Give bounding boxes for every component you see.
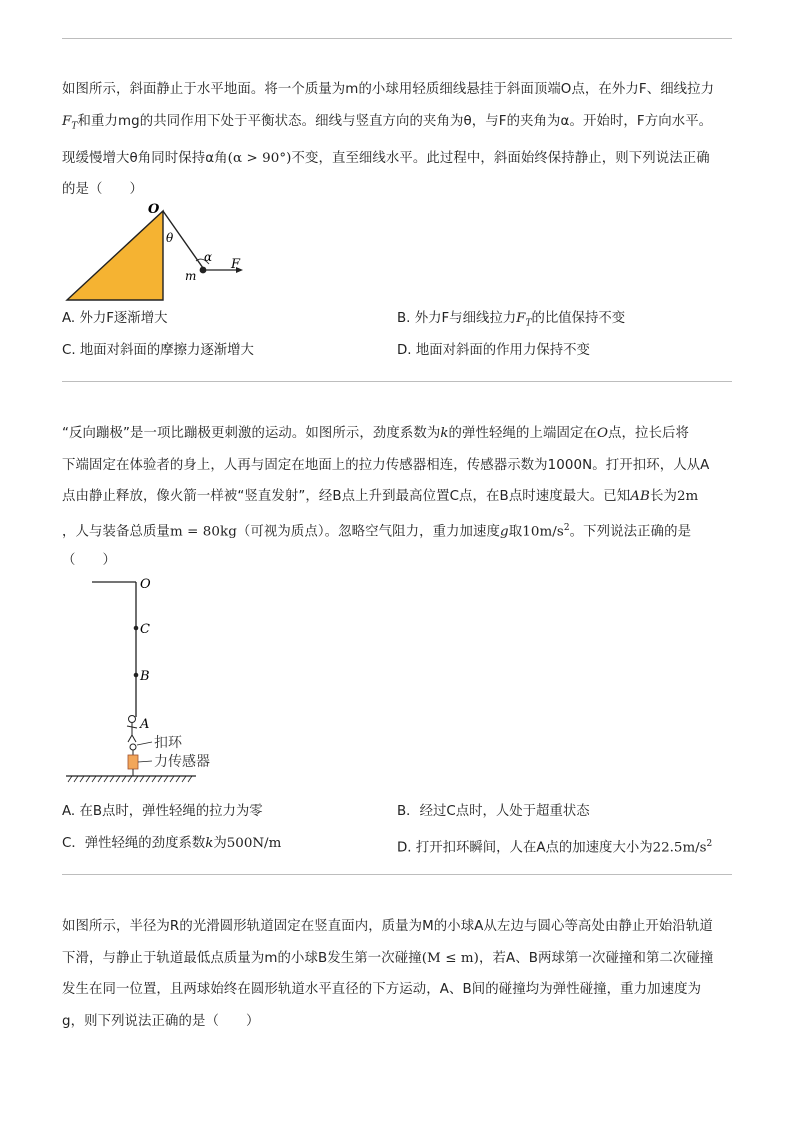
q3-line-3: 发生在同一位置，且两球始终在圆形轨道水平直径的下方运动，A、B间的碰撞均为弹性碰撞，重力加速度为 — [62, 982, 702, 997]
ring-icon — [130, 744, 136, 750]
q2-line-3: 点由静止释放，像火箭一样被“竖直发射”，经B点上升到最高位置C点，在B点时速度最大。已知AB长为2m — [62, 489, 699, 504]
question-1-stem — [62, 74, 732, 206]
q1-option-d[interactable]: D. 地面对斜面的作用力保持不变 — [397, 343, 590, 358]
label-m: m — [185, 269, 197, 283]
q1-option-a[interactable]: A. 外力F逐渐增大 — [62, 311, 168, 326]
q2-line-5: （ ） — [62, 553, 116, 569]
question-2-stem — [62, 418, 732, 575]
q2-line-4: ，人与装备总质量m = 80kg（可视为质点）。忽略空气阻力，重力加速度g取$10m/s^2$。下列说法正确的是 — [62, 522, 692, 539]
q1-line-3: 现缓慢增大θ角同时保持α角(α > 90°)不变，直至细线水平。此过程中，斜面始终保持静止，则下列说法正确 — [62, 150, 710, 166]
ground-hatch — [68, 776, 192, 782]
q2-option-c[interactable]: C．弹性轻绳的劲度系数k为500N/m — [62, 836, 282, 851]
q1-line-4: 的是（ ） — [62, 182, 143, 198]
bungee-figure — [64, 572, 234, 787]
divider-2 — [62, 874, 732, 875]
person-body — [127, 723, 137, 742]
q1-line-1: 如图所示，斜面静止于水平地面。将一个质量为m的小球用轻质细线悬挂于斜面顶端O点，在外力F、细线拉力 — [62, 82, 715, 97]
label-B: B — [140, 669, 150, 684]
q1-option-c[interactable]: C. 地面对斜面的摩擦力逐渐增大 — [62, 343, 254, 358]
top-divider — [62, 38, 732, 39]
alpha-condition: (α > 90°) — [227, 150, 292, 166]
q2-option-b[interactable]: B．经过C点时，人处于超重状态 — [397, 804, 590, 819]
label-alpha: α — [204, 250, 213, 264]
tension-symbol: F — [62, 113, 72, 129]
label-sensor: 力传感器 — [154, 754, 210, 770]
incline-slope — [67, 211, 163, 300]
divider-1 — [62, 381, 732, 382]
label-C: C — [140, 622, 150, 637]
q2-option-a[interactable]: A. 在B点时，弹性轻绳的拉力为零 — [62, 804, 263, 819]
incline-figure — [60, 198, 310, 308]
q1-line-2: $F_T$和重力mg的共同作用下处于平衡状态。细线与竖直方向的夹角为θ，与F的夹角为α。开始时，F方向水平。 — [62, 113, 713, 132]
q2-line-1: “反向蹦极”是一项比蹦极更刺激的运动。如图所示，劲度系数为k的弹性轻绳的上端固定在O点，拉长后将 — [62, 426, 689, 441]
q2-line-2: 下端固定在体验者的身上，人再与固定在地面上的拉力传感器相连，传感器示数为1000N。打开扣环，人从A — [62, 457, 710, 473]
q3-line-1: 如图所示，半径为R的光滑圆形轨道固定在竖直面内，质量为M的小球A从左边与圆心等高处由静止开始沿轨道 — [62, 919, 713, 934]
label-O: O — [140, 577, 151, 592]
label-F: F — [231, 257, 241, 272]
mass-condition: (M ≤ m) — [421, 950, 479, 966]
label-theta: θ — [166, 231, 174, 245]
label-O: O — [148, 202, 160, 217]
point-C — [134, 626, 139, 631]
label-ring: 扣环 — [154, 735, 182, 751]
sensor-leader — [138, 761, 152, 762]
q1-option-b[interactable]: B. 外力F与细线拉力$F_T$的比值保持不变 — [397, 311, 626, 329]
q3-line-4: g，则下列说法正确的是（ ） — [62, 1013, 260, 1029]
sensor-box — [128, 755, 138, 769]
q3-line-2: 下滑，与静止于轨道最低点质量为m的小球B发生第一次碰撞(M ≤ m)，若A、B两球第一次碰撞和第二次碰撞 — [62, 950, 714, 966]
person-head — [129, 716, 136, 723]
label-A: A — [140, 717, 150, 732]
question-3-stem — [62, 911, 732, 1037]
ring-leader — [137, 742, 152, 745]
point-B — [134, 673, 139, 678]
q2-option-d[interactable]: D. 打开扣环瞬间，人在A点的加速度大小为$22.5m/s^2$ — [397, 839, 713, 856]
